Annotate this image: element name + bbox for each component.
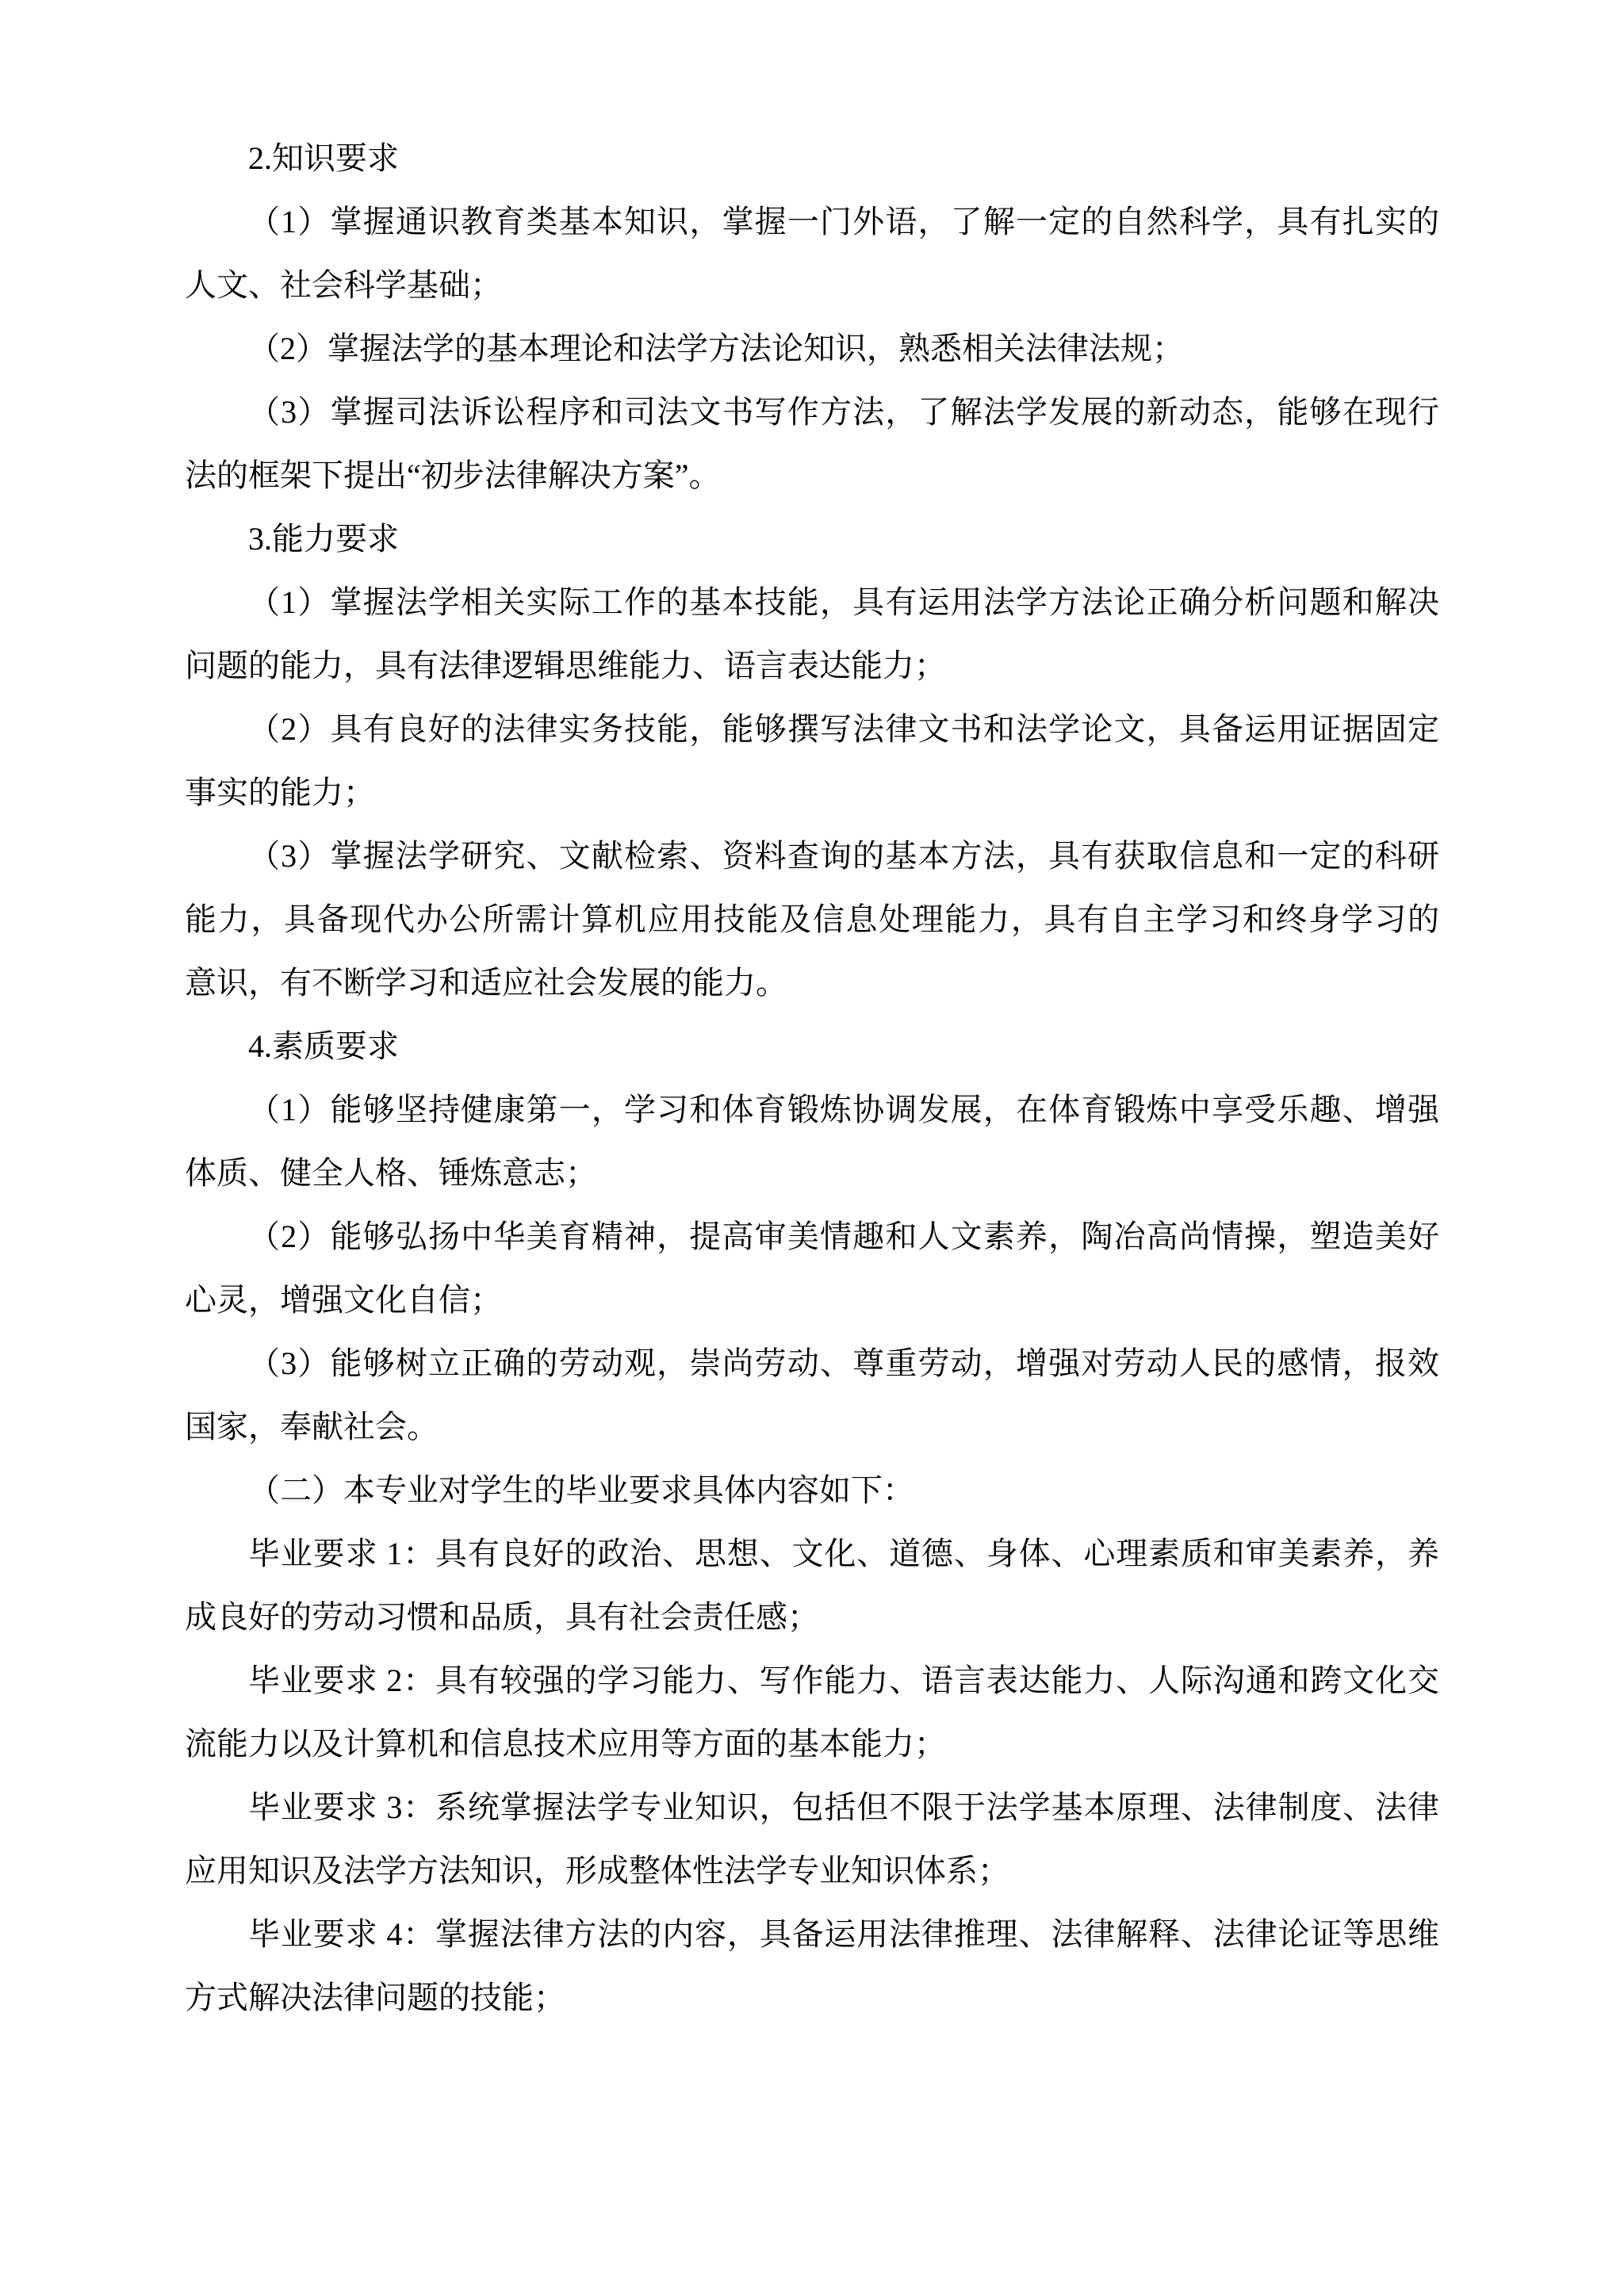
text-line: 2.知识要求 [248, 140, 399, 176]
paragraph [185, 1332, 1439, 1459]
text-line: 4.素质要求 [248, 1028, 399, 1064]
text-line: 成良好的劳动习惯和品质，具有社会责任感； [185, 1599, 819, 1635]
paragraph [185, 317, 1439, 381]
text-line: （2）能够弘扬中华美育精神，提高审美情趣和人文素养，陶冶高尚情操，塑造美好 [248, 1219, 1439, 1254]
paragraph [185, 571, 1439, 698]
paragraph [185, 127, 1439, 190]
text-line: 流能力以及计算机和信息技术应用等方面的基本能力； [185, 1726, 946, 1762]
text-line: 心灵，增强文化自信； [185, 1282, 502, 1318]
paragraph [185, 1649, 1439, 1776]
text-line: （3）能够树立正确的劳动观，崇尚劳动、尊重劳动，增强对劳动人民的感情，报效 [248, 1345, 1439, 1381]
text-line: 事实的能力； [185, 775, 375, 810]
text-line: （1）掌握通识教育类基本知识，掌握一门外语，了解一定的自然科学，具有扎实的 [248, 204, 1439, 239]
text-line: 方式解决法律问题的技能； [185, 1980, 565, 2015]
text-line: （3）掌握司法诉讼程序和司法文书写作方法，了解法学发展的新动态，能够在现行 [248, 394, 1439, 430]
text-line: 问题的能力，具有法律逻辑思维能力、语言表达能力； [185, 648, 946, 683]
paragraph [185, 190, 1439, 317]
text-line: （3）掌握法学研究、文献检索、资料查询的基本方法，具有获取信息和一定的科研 [248, 838, 1439, 874]
text-line: （2）掌握法学的基本理论和法学方法论知识，熟悉相关法律法规； [248, 331, 1184, 366]
text-line: （1）能够坚持健康第一，学习和体育锻炼协调发展，在体育锻炼中享受乐趣、增强 [248, 1092, 1439, 1127]
paragraph [185, 1776, 1439, 1903]
text-line: 毕业要求 4：掌握法律方法的内容，具备运用法律推理、法律解释、法律论证等思维 [248, 1916, 1439, 1952]
text-line: 毕业要求 3：系统掌握法学专业知识，包括但不限于法学基本原理、法律制度、法律 [248, 1789, 1439, 1825]
text-line: 法的框架下提出“初步法律解决方案”。 [185, 457, 721, 493]
text-line: 能力，具备现代办公所需计算机应用技能及信息处理能力，具有自主学习和终身学习的 [185, 901, 1439, 937]
text-line: 毕业要求 1：具有良好的政治、思想、文化、道德、身体、心理素质和审美素养，养 [248, 1536, 1439, 1571]
paragraph [185, 1015, 1439, 1078]
text-line: 人文、社会科学基础； [185, 267, 502, 303]
paragraph [185, 698, 1439, 825]
paragraph [185, 381, 1439, 507]
text-line: （2）具有良好的法律实务技能，能够撰写法律文书和法学论文，具备运用证据固定 [248, 711, 1439, 747]
paragraph [185, 507, 1439, 571]
paragraph [185, 1522, 1439, 1649]
text-line: 3.能力要求 [248, 521, 399, 557]
paragraph [185, 1078, 1439, 1205]
text-line: （二）本专业对学生的毕业要求具体内容如下： [248, 1472, 914, 1508]
text-line: 体质、健全人格、锤炼意志； [185, 1155, 597, 1191]
text-line: 毕业要求 2：具有较强的学习能力、写作能力、语言表达能力、人际沟通和跨文化交 [248, 1663, 1439, 1698]
paragraph [185, 825, 1439, 1015]
paragraph [185, 1459, 1439, 1522]
paragraph [185, 1903, 1439, 2030]
text-line: （1）掌握法学相关实际工作的基本技能，具有运用法学方法论正确分析问题和解决 [248, 584, 1439, 620]
document-body [185, 127, 1439, 2030]
text-line: 国家，奉献社会。 [185, 1409, 439, 1445]
text-line: 应用知识及法学方法知识，形成整体性法学专业知识体系； [185, 1853, 1009, 1888]
paragraph [185, 1205, 1439, 1332]
text-line: 意识，有不断学习和适应社会发展的能力。 [185, 965, 787, 1001]
